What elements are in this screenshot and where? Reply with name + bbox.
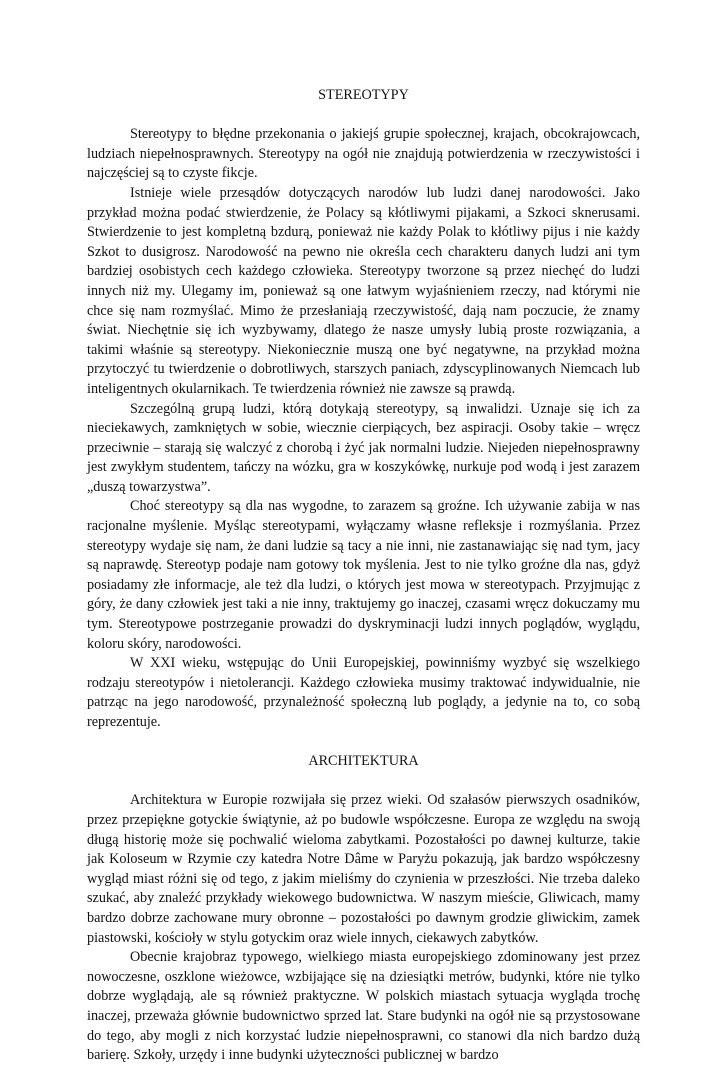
paragraph: Istnieje wiele przesądów dotyczących narodów lub ludzi danej narodowości. Jako przykład można podać stwierdzenie, że Polacy są kłótliwymi pijakami, a Szkoci sknerusami. Stwierdzenie to jest kompletną bzdurą, ponieważ nie każdy Polak to kłótliwy pijus i nie każdy Szkot to dusigrosz. Narodowość na pewno nie określa cech charakteru danych ludzi ani tym bardziej osobistych cech każdego człowieka. Stereotypy tworzone są przez niechęć do ludzi innych niż my. Ulegamy im, ponieważ są one łatwym wyjaśnieniem rzeczy, nad którymi nie chce się nam rozmyślać. Mimo że przesłaniają rzeczywistość, dają nam poczucie, że znamy świat. Niechętnie się ich wyzbywamy, dlatego że nasze umysły lubią proste rozwiązania, a takimi właśnie są stereotypy. Niekoniecznie muszą one być negatywne, na przykład można przytoczyć tu twierdzenie o dobrotliwych, starszych paniach, zdyscyplinowanych Niemcach lub inteligentnych okularnikach. Te twierdzenia również nie zawsze są prawdą. <box>87 184 640 397</box>
paragraph: W XXI wieku, wstępując do Unii Europejskiej, powinniśmy wyzbyć się wszelkiego rodzaju stereotypów i nietolerancji. Każdego człowieka musimy traktować indywidualnie, nie patrząc na jego narodowość, przynależność społeczną lub poglądy, a jedynie na to, co sobą reprezentuje. <box>87 655 640 730</box>
paragraph: Obecnie krajobraz typowego, wielkiego miasta europejskiego zdominowany jest przez nowoczesne, oszklone wieżowce, wzbijające się na dziesiątki metrów, budynki, które nie tylko dobrze wyglądają, ale są również praktyczne. W polskich miastach sytuacja wygląda trochę inaczej, przeważa głównie budownictwo sprzed lat. Stare budynki na ogół nie są przystosowane do tego, aby mogli z nich korzystać ludzie niepełnosprawni, co stanowi dla nich bardzo dużą barierę. Szkoły, urzędy i inne budynki użyteczności publicznej w bardzo <box>87 949 640 1064</box>
section-title-stereotypy: STEREOTYPY <box>318 87 409 103</box>
paragraph: Szczególną grupą ludzi, którą dotykają stereotypy, są inwalidzi. Uznaje się ich za nieciekawych, zamkniętych w sobie, wiecznie cierpiących, bez aspiracji. Osoby takie – wręcz przeciwnie – starają się walczyć z chorobą i żyć jak normalni ludzie. Niejeden niepełnosprawny jest zwykłym studentem, tańczy na wózku, gra w koszykówkę, nurkuje pod wodą i jest zarazem „duszą towarzystwa”. <box>87 400 640 495</box>
paragraph: Stereotypy to błędne przekonania o jakiejś grupie społecznej, krajach, obcokrajowcach, ludziach niepełnosprawnych. Stereotypy na ogół nie znajdują potwierdzenia w rzeczywistości i najczęściej są to czyste fikcje. <box>87 126 640 182</box>
document-body <box>87 86 640 1066</box>
section-spacer <box>87 733 640 753</box>
paragraph: Architektura w Europie rozwijała się przez wieki. Od szałasów pierwszych osadników, przez przepiękne gotyckie świątynie, aż po budowle współczesne. Europa ze względu na swoją długą historię może się pochwalić wieloma zabytkami. Pozostałości po dawnej kulturze, takie jak Koloseum w Rzymie czy katedra Notre Dâme w Paryżu pokazują, jak bardzo współczesny wygląd miast różni się od tego, z jakim mieliśmy do czynienia w przeszłości. Nie trzeba daleko szukać, aby znaleźć przykłady wiekowego budownictwa. W naszym mieście, Gliwicach, mamy bardzo dobrze zachowane mury obronne – pozostałości po dawnym grodzie gliwickim, zamek piastowski, kościoły w stylu gotyckim oraz wiele innych, ciekawych zabytków. <box>87 792 640 946</box>
paragraph: Choć stereotypy są dla nas wygodne, to zarazem są groźne. Ich używanie zabija w nas racjonalne myślenie. Myśląc stereotypami, wyłączamy własne refleksje i rozmyślania. Przez stereotypy wydaje się nam, że dani ludzie są tacy a nie inni, nie zastanawiając się nad tym, jacy są naprawdę. Stereotyp podaje nam gotowy tok myślenia. Jest to nie tylko groźne dla nas, gdyż posiadamy złe informacje, ale też dla ludzi, o których jest mowa w stereotypach. Przyjmując z góry, że dany człowiek jest taki a nie inny, traktujemy go inaczej, czasami wręcz dokuczamy mu tym. Stereotypowe postrzeganie prowadzi do dyskryminacji ludzi innych poglądów, wyglądu, koloru skóry, narodowości. <box>87 498 640 652</box>
section-title-architektura: ARCHITEKTURA <box>308 753 419 770</box>
